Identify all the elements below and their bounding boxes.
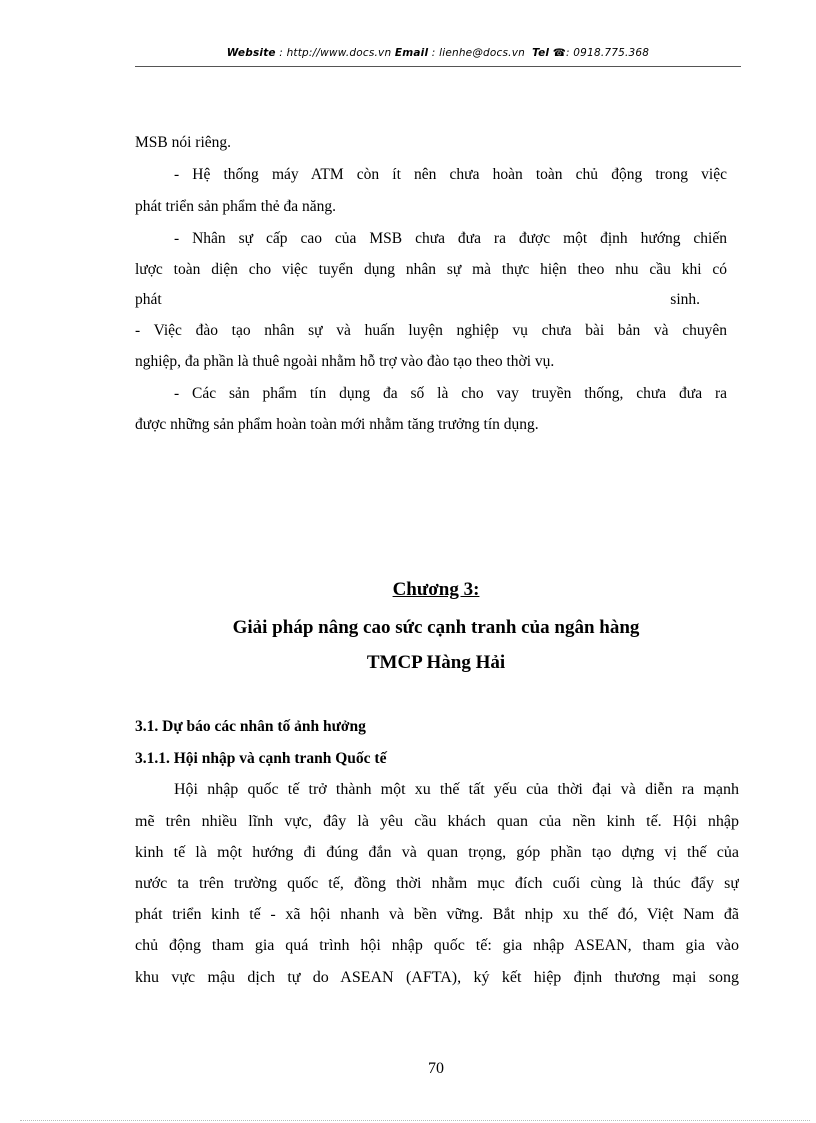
website-label: Website — [226, 47, 276, 59]
body-line-6: chủ động tham gia quá trình hội nhập quốc tế: gia nhập ASEAN, tham gia vào — [135, 937, 739, 954]
chapter-title-line-2: TMCP Hàng Hải — [366, 652, 506, 673]
body-line-4: nước ta trên trường quốc tế, đồng thời nhằm mục đích cuối cùng là thúc đẩy sự — [135, 875, 739, 892]
split-left: phát — [135, 291, 162, 308]
intro-split-line — [135, 290, 700, 310]
email-label: Email — [394, 47, 429, 59]
split-right: sinh. — [670, 291, 700, 308]
intro-line-3: phát triển sản phẩm thẻ đa năng. — [135, 198, 337, 215]
body-line-7: khu vực mậu dịch tự do ASEAN (AFTA), ký kết hiệp định thương mại song — [135, 969, 739, 986]
body-line-2: mẽ trên nhiều lĩnh vực, đây là yêu cầu khách quan của nền kinh tế. Hội nhập — [135, 813, 739, 830]
body-line-3: kinh tế là một hướng đi đúng đắn và quan trọng, góp phần tạo dựng vị thế của — [135, 844, 739, 861]
intro-line-1: MSB nói riêng. — [135, 134, 232, 151]
footer-divider — [20, 1120, 810, 1121]
section-heading-3-1: 3.1. Dự báo các nhân tố ảnh hưởng — [135, 718, 366, 735]
page-header — [135, 47, 741, 59]
email-sep: : — [428, 47, 440, 59]
page-number: 70 — [428, 1060, 444, 1077]
intro-line-4: - Nhân sự cấp cao của MSB chưa đưa ra được một định hướng chiến — [174, 230, 727, 247]
phone-icon: ☎ — [552, 47, 567, 59]
tel-value: : 0918.775.368 — [566, 47, 650, 59]
intro-line-2: - Hệ thống máy ATM còn ít nên chưa hoàn toàn chủ động trong việc — [174, 166, 727, 183]
email-value[interactable]: lienhe@docs.vn — [439, 47, 525, 59]
intro-line-6: - Việc đào tạo nhân sự và huấn luyện nghiệp vụ chưa bài bản và chuyên — [135, 322, 727, 339]
tel-label: Tel — [532, 47, 550, 59]
intro-line-9: được những sản phẩm hoàn toàn mới nhằm tăng trưởng tín dụng. — [135, 416, 539, 433]
intro-line-5: lược toàn diện cho việc tuyển dụng nhân sự mà thực hiện theo nhu cầu khi có — [135, 261, 727, 278]
body-line-1: Hội nhập quốc tế trở thành một xu thế tất yếu của thời đại và diễn ra mạnh — [174, 781, 739, 798]
chapter-label: Chương 3: — [392, 579, 480, 600]
chapter-title-line-1: Giải pháp nâng cao sức cạnh tranh của ngân hàng — [232, 617, 640, 638]
section-heading-3-1-1: 3.1.1. Hội nhập và cạnh tranh Quốc tế — [135, 750, 387, 767]
header-divider — [135, 66, 741, 67]
website-url[interactable]: http://www.docs.vn — [286, 47, 392, 59]
body-line-5: phát triển kinh tế - xã hội nhanh và bền vững. Bắt nhịp xu thế đó, Việt Nam đã — [135, 906, 739, 923]
intro-line-7: nghiệp, đa phần là thuê ngoài nhằm hỗ trợ vào đào tạo theo thời vụ. — [135, 353, 555, 370]
website-sep: : — [275, 47, 287, 59]
intro-line-8: - Các sản phẩm tín dụng đa số là cho vay truyền thống, chưa đưa ra — [174, 385, 727, 402]
